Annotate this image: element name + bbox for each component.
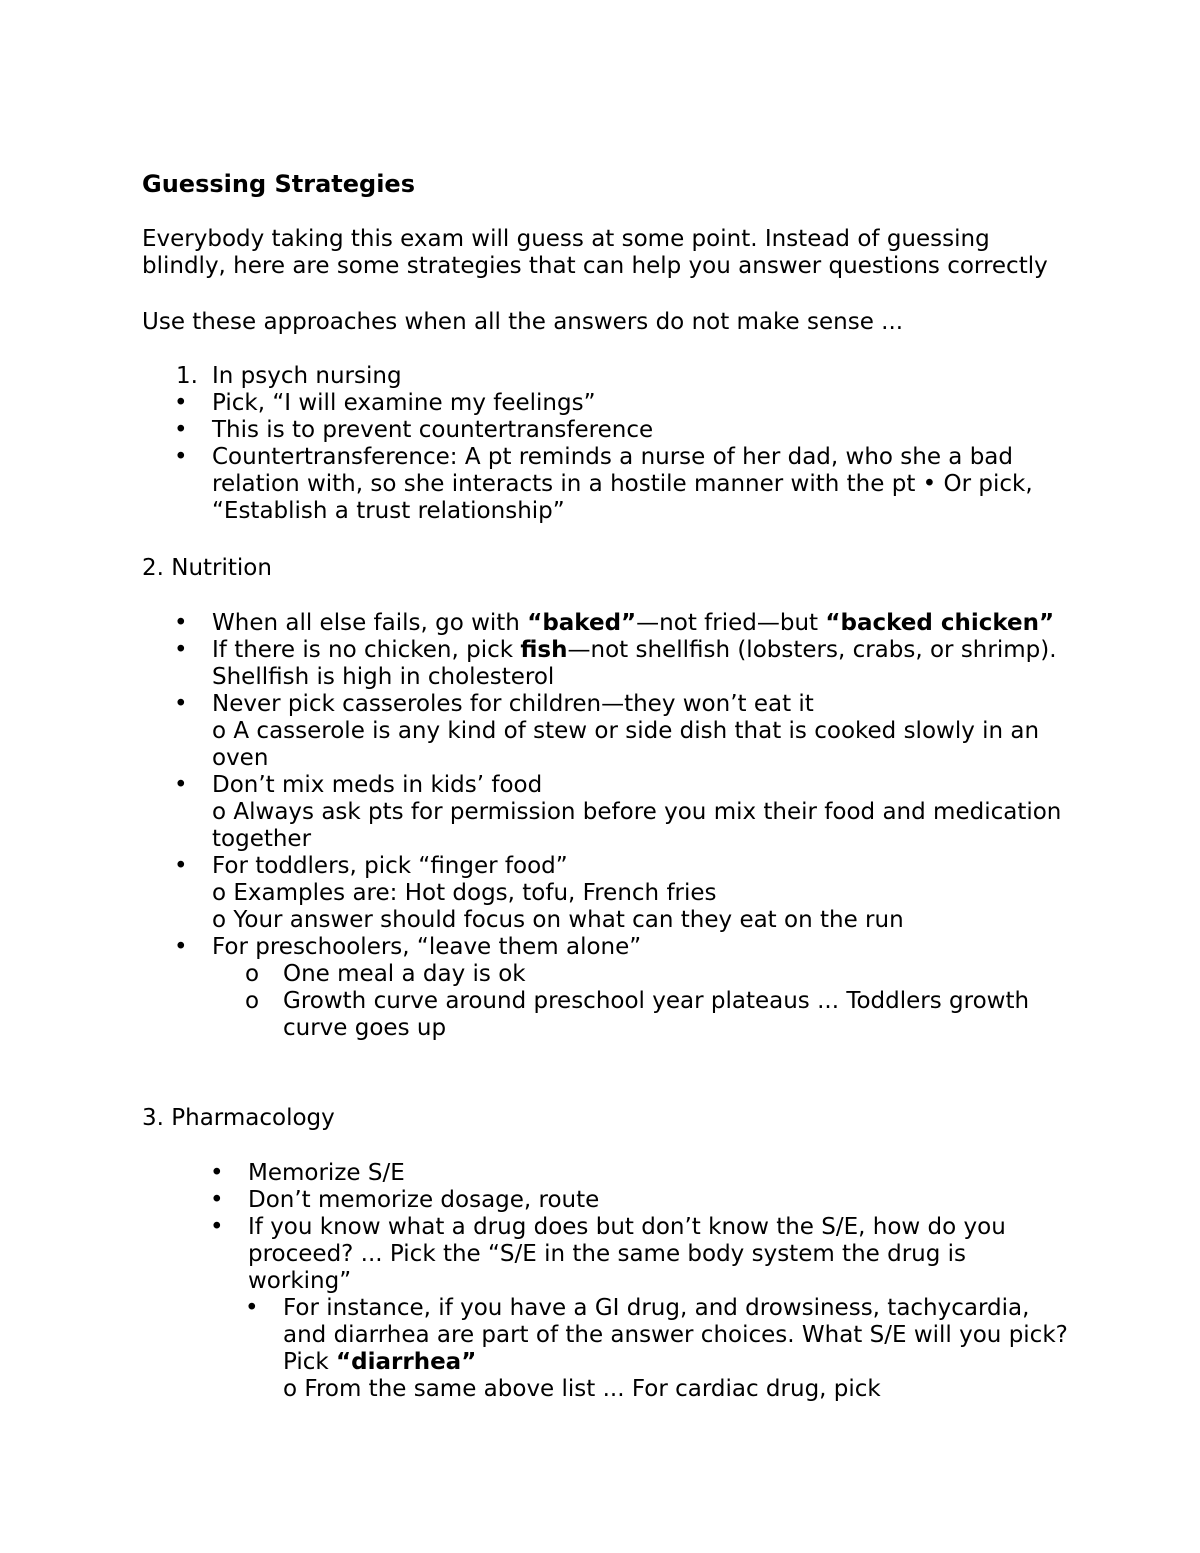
bullet-marker: • <box>245 1295 259 1321</box>
section-nutrition <box>174 610 1072 1042</box>
list-item <box>210 1214 1068 1295</box>
bullet-marker: • <box>174 772 188 798</box>
bullet-marker: • <box>174 637 188 663</box>
bold-text: “baked” <box>527 610 637 636</box>
sub-item-text: o Examples are: Hot dogs, tofu, French fries <box>212 880 717 906</box>
bullet-text: Memorize S/E <box>248 1160 405 1186</box>
list-item <box>210 1160 1068 1187</box>
bullet-marker: • <box>174 417 188 443</box>
list-item <box>176 363 1072 390</box>
bullet-text: Never pick casseroles for children—they won’t eat it <box>212 691 814 717</box>
list-item <box>210 1187 1068 1214</box>
list-number: 1. <box>176 363 198 389</box>
section-heading-pharmacology: 3. Pharmacology <box>142 1105 335 1131</box>
list-item <box>174 691 1072 772</box>
bullet-marker: • <box>174 444 188 470</box>
bullet-text: Pick, “I will examine my feelings” <box>212 390 596 416</box>
section-heading: In psych nursing <box>212 363 402 389</box>
bold-text: “diarrhea” <box>336 1349 477 1375</box>
text-run: —not fried—but <box>636 610 826 636</box>
sub-item-text: Growth curve around preschool year plateaus ... Toddlers growth curve goes up <box>283 988 1030 1041</box>
bullet-text: Countertransference: A pt reminds a nurse of her dad, who she a bad relation with, so she interacts in a hostile manner with the pt • Or pick, “Establish a trust relationship” <box>212 444 1033 524</box>
sub-list-item <box>245 961 1073 988</box>
bullet-marker: • <box>174 390 188 416</box>
text-run: For instance, if you have a GI drug, and drowsiness, tachycardia, and diarrhea are part of the answer choices. What S/E will you pick? Pick <box>283 1295 1068 1375</box>
sub-item-text: o From the same above list ... For cardiac drug, pick <box>283 1376 881 1402</box>
list-item <box>174 610 1072 637</box>
list-item <box>174 444 1072 525</box>
bold-text: fish <box>520 637 568 663</box>
section-heading-nutrition: 2. Nutrition <box>142 555 272 581</box>
bullet-marker: • <box>210 1214 224 1240</box>
sub-item-text: o Always ask pts for permission before you mix their food and medication together <box>212 799 1062 852</box>
bullet-marker: • <box>174 610 188 636</box>
text-run: If there is no chicken, pick <box>212 637 521 663</box>
bullet-marker: • <box>210 1187 224 1213</box>
list-item <box>174 637 1072 691</box>
sub-item-text: o Your answer should focus on what can they eat on the run <box>212 907 904 933</box>
bullet-marker: • <box>174 853 188 879</box>
bullet-text: For preschoolers, “leave them alone” <box>212 934 642 960</box>
circle-marker: o <box>245 988 260 1014</box>
sub-list-item <box>245 988 1073 1042</box>
bold-text: “backed chicken” <box>825 610 1055 636</box>
bullet-marker: • <box>210 1160 224 1186</box>
list-item <box>174 934 1072 1042</box>
intro-approach-line: Use these approaches when all the answers do not make sense ... <box>142 309 904 335</box>
page-title: Guessing Strategies <box>142 170 415 198</box>
sub-item-text: o A casserole is any kind of stew or side dish that is cooked slowly in an oven <box>212 718 1040 771</box>
circle-marker: o <box>245 961 260 987</box>
bullet-text: If you know what a drug does but don’t know the S/E, how do you proceed? ... Pick the “S/E in the same body system the drug is working” <box>248 1214 1006 1294</box>
list-item <box>174 772 1072 853</box>
bullet-marker: • <box>174 691 188 717</box>
text-run: When all else fails, go with <box>212 610 528 636</box>
section-psych-nursing <box>174 363 1072 525</box>
bullet-text: Don’t memorize dosage, route <box>248 1187 600 1213</box>
bullet-text: For toddlers, pick “finger food” <box>212 853 568 879</box>
bullet-marker: • <box>174 934 188 960</box>
section-pharmacology <box>210 1160 1068 1403</box>
text-run: —not shellfish (lobsters, crabs, or shrimp). Shellfish is high in cholesterol <box>212 637 1057 690</box>
sub-list-item <box>245 1295 1068 1403</box>
intro-paragraph: Everybody taking this exam will guess at some point. Instead of guessing blindly, here are some strategies that can help you answer questions correctly <box>142 226 1048 279</box>
list-item <box>174 853 1072 934</box>
bullet-text: Don’t mix meds in kids’ food <box>212 772 543 798</box>
sub-item-text: One meal a day is ok <box>283 961 526 987</box>
list-item <box>174 417 1072 444</box>
list-item <box>174 390 1072 417</box>
bullet-text: This is to prevent countertransference <box>212 417 654 443</box>
